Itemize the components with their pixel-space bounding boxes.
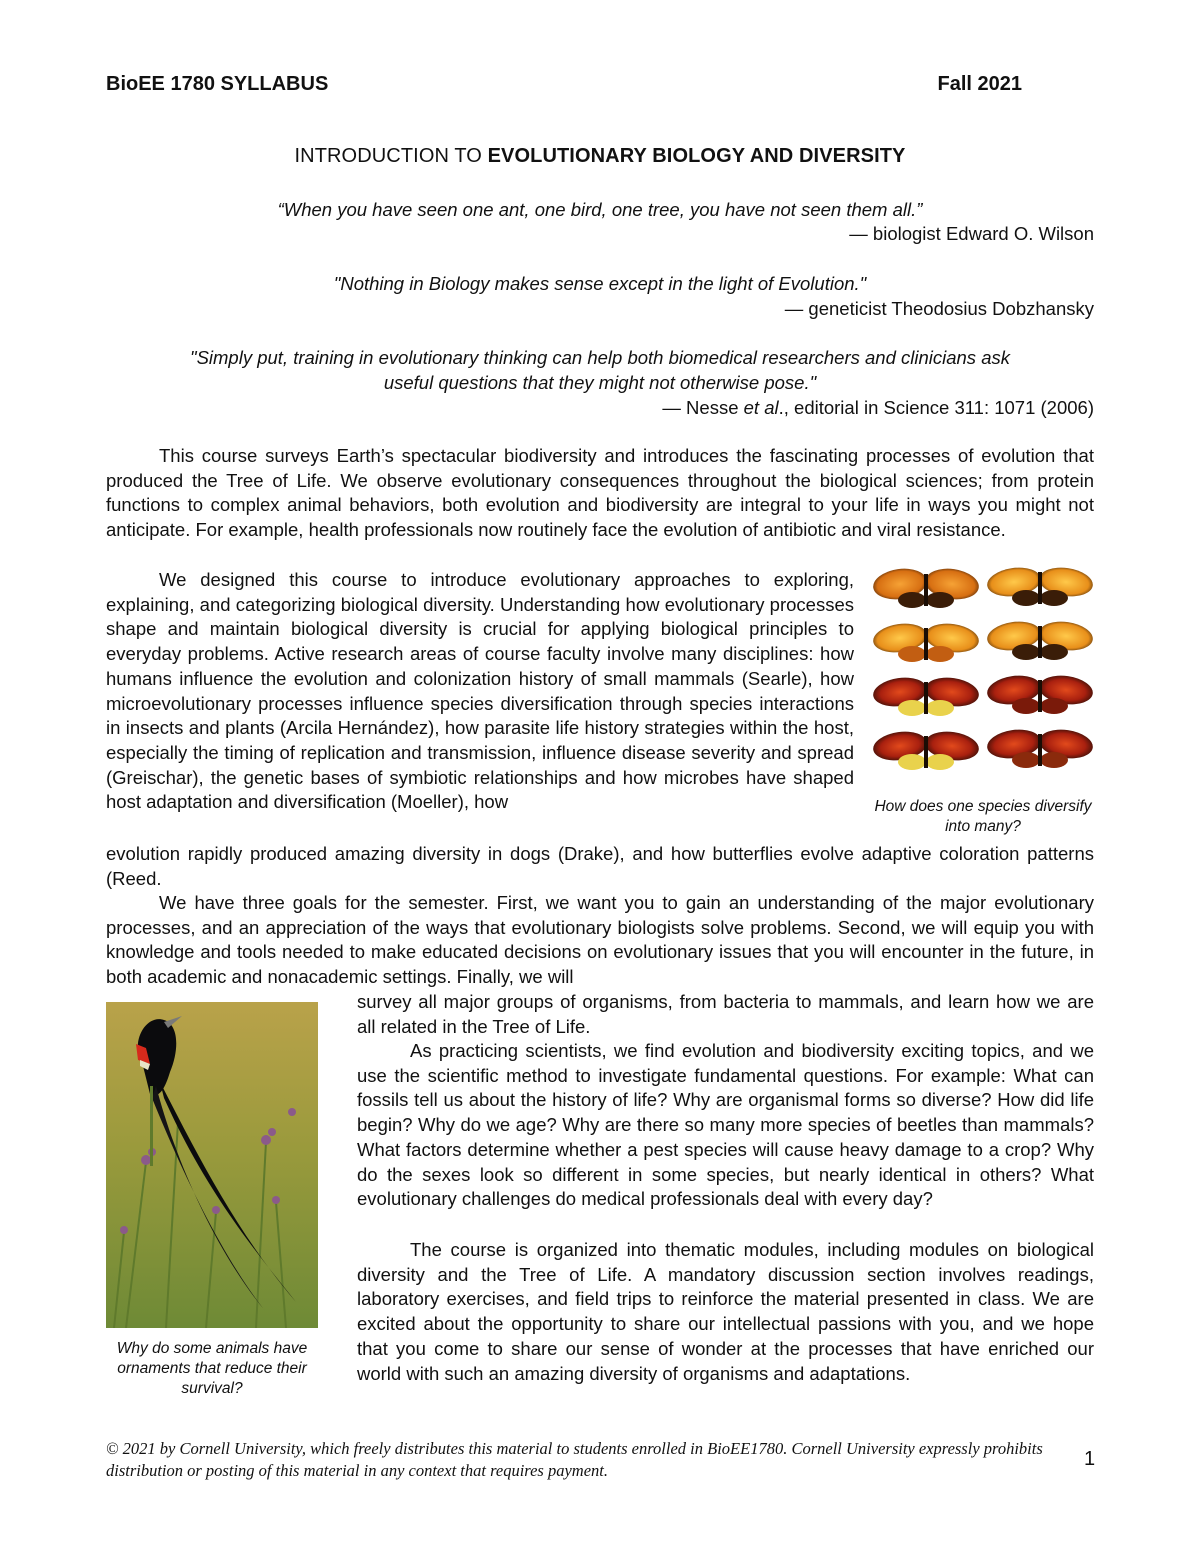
butterfly-5 xyxy=(872,674,981,716)
page-number: 1 xyxy=(1084,1448,1096,1470)
modules-paragraph: The course is organized into thematic modules, including modules on biological diversity and the Tree of Life. A mandatory discussion section involves readings, laboratory exercises, and field trips to reinforce the material presented in class. We are excited about the opportunity to share our intellectual passions with you, and we hope that you come to share our sense of wonder at the processes that have enriched our world with such an amazing diversity of organisms and adaptations. xyxy=(357,1239,1094,1384)
title-bold: EVOLUTIONARY BIOLOGY AND DIVERSITY xyxy=(487,145,906,167)
quote-nesse xyxy=(106,345,1094,395)
widowbird-caption: Why do some animals have ornaments that reduce their survival? xyxy=(116,1340,308,1397)
goals-paragraph: We have three goals for the semester. First, we want you to gain an understanding of the major evolutionary processes, and an appreciation of the ways that evolutionary biologists solve problems. Second, we will equip you with knowledge and tools needed to make educated decisions on evolutionary issues that you will encounter in the future, in both academic and nonacademic settings. Finally, we will xyxy=(106,892,1094,988)
butterfly-4 xyxy=(985,618,1094,660)
butterfly-8 xyxy=(985,726,1094,768)
quote-dobzhansky-attribution: — geneticist Theodosius Dobzhansky xyxy=(784,298,1094,319)
butterflies-figure xyxy=(872,560,1094,790)
page-title xyxy=(0,145,1200,168)
copyright-footer: © 2021 by Cornell University, which freely distributes this material to students enrolled in BioEE1780. Cornell University expressly prohibits distribution or posting of this material in any context that requires payment. xyxy=(106,1439,1043,1480)
quote-nesse-line1: "Simply put, training in evolutionary thinking can help both biomedical researchers and clinicians ask xyxy=(190,347,1010,368)
butterfly-2 xyxy=(985,564,1094,606)
widowbird-photo xyxy=(106,1002,318,1328)
term-header: Fall 2021 xyxy=(937,73,1022,95)
course-header: BioEE 1780 SYLLABUS xyxy=(106,73,329,95)
intro-paragraph: This course surveys Earth’s spectacular biodiversity and introduces the fascinating processes of evolution that produced the Tree of Life. We observe evolutionary consequences throughout the biological sciences; from protein functions to complex animal behaviors, both evolution and biodiversity are integral to your life in ways you might not anticipate. For example, health professionals now routinely face the evolution of antibiotic and viral resistance. xyxy=(106,445,1094,541)
butterfly-3 xyxy=(872,620,981,662)
quote-dobzhansky: "Nothing in Biology makes sense except in the light of Evolution." xyxy=(333,273,867,294)
butterfly-6 xyxy=(985,672,1094,714)
quote-nesse-attribution: — Nesse et al., editorial in Science 311: 1071 (2006) xyxy=(662,397,1094,418)
goals-paragraph-continued: survey all major groups of organisms, from bacteria to mammals, and learn how we are all related in the Tree of Life. xyxy=(357,991,1094,1037)
butterfly-7 xyxy=(872,728,981,770)
faculty-paragraph-continued: evolution rapidly produced amazing diversity in dogs (Drake), and how butterflies evolve adaptive coloration patterns (Reed. xyxy=(106,843,1094,889)
quote-wilson-attribution: — biologist Edward O. Wilson xyxy=(849,223,1094,244)
butterfly-1 xyxy=(872,565,981,608)
quote-nesse-line2: useful questions that they might not otherwise pose." xyxy=(383,372,817,393)
butterflies-caption: How does one species diversify into many? xyxy=(874,798,1092,835)
questions-paragraph: As practicing scientists, we find evolution and biodiversity exciting topics, and we use the scientific method to investigate fundamental questions. For example: What can fossils tell us about the history of life? Why are organismal forms so diverse? How did life begin? Why do we age? Why are there so many more species of beetles than mammals? What factors determine whether a pest species will cause heavy damage to a crop? Why do the sexes look so different in some species, but nearly identical in others? What evolutionary challenges do medical professionals deal with every day? xyxy=(357,1040,1094,1210)
quote-wilson: “When you have seen one ant, one bird, one tree, you have not seen them all.” xyxy=(277,199,923,220)
faculty-paragraph: We designed this course to introduce evolutionary approaches to exploring, explaining, and categorizing biological diversity. Understanding how evolutionary processes shape and maintain biological diversity is crucial for applying biological principles to everyday problems. Active research areas of course faculty involve many disciplines: how humans influence the evolution and colonization history of small mammals (Searle), how microevolutionary processes influence species diversification through species interactions in insects and plants (Arcila Hernández), how parasite life history strategies within the host, especially the timing of replication and transmission, influence disease severity and spread (Greischar), the genetic bases of symbiotic relationships and how microbes have shaped host adaptation and diversification (Moeller), how xyxy=(106,569,854,813)
title-prefix: INTRODUCTION TO xyxy=(294,145,488,167)
